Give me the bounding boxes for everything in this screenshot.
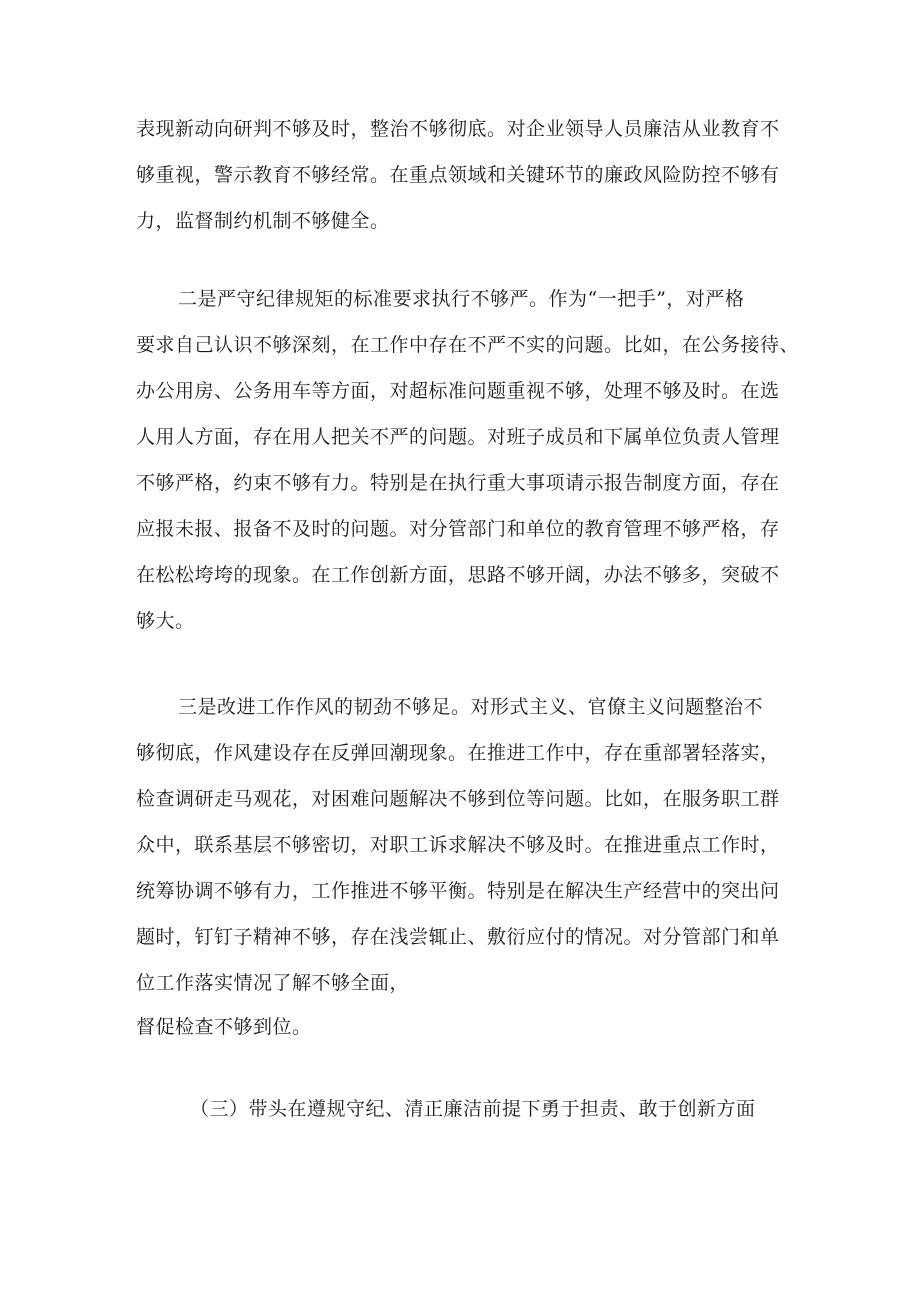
paragraph-1: [136, 106, 792, 244]
text-line: 人用人方面，存在用人把关不严的问题。对班子成员和下属单位负责人管理: [136, 426, 780, 448]
text-line: 够重视，警示教育不够经常。在重点领域和关键环节的廉政风险防控不够有: [136, 164, 780, 186]
text-line: 统筹协调不够有力，工作推进不够平衡。特别是在解决生产经营中的突出问: [136, 880, 780, 902]
text-line: 要求自己认识不够深刻，在工作中存在不严不实的问题。比如，在公务接待、: [136, 334, 800, 356]
text-line: 够大。: [136, 610, 195, 632]
text-line: 二是严守纪律规矩的标准要求执行不够严。作为“一把手”，对严格: [178, 288, 745, 310]
paragraph-4: [136, 1004, 792, 1050]
text-line: 三是改进工作作风的韧劲不够足。对形式主义、官僚主义问题整治不: [178, 696, 764, 718]
text-line: 应报未报、报备不及时的问题。对分管部门和单位的教育管理不够严格，存: [136, 518, 780, 540]
text-line: 不够严格，约束不够有力。特别是在执行重大事项请示报告制度方面，存在: [136, 472, 780, 494]
text-line: 题时，钉钉子精神不够，存在浅尝辄止、敷衍应付的情况。对分管部门和单: [136, 926, 780, 948]
text-line: 位工作落实情况了解不够全面，: [136, 972, 410, 994]
section-heading: [136, 1086, 792, 1132]
text-line: 表现新动向研判不够及时，整治不够彻底。对企业领导人员廉洁从业教育不: [136, 118, 780, 140]
text-line: 力，监督制约机制不够健全。: [136, 210, 390, 232]
text-line: 在松松垮垮的现象。在工作创新方面，思路不够开阔，办法不够多，突破不: [136, 564, 780, 586]
paragraph-2: [136, 276, 800, 644]
heading-text: （三）带头在遵规守纪、清正廉洁前提下勇于担责、敢于创新方面: [190, 1098, 756, 1120]
text-line: 办公用房、公务用车等方面，对超标准问题重视不够，处理不够及时。在选: [136, 380, 780, 402]
text-line: 众中，联系基层不够密切，对职工诉求解决不够及时。在推进重点工作时，: [136, 834, 780, 856]
paragraph-3: [136, 684, 792, 1006]
text-line: 够彻底，作风建设存在反弹回潮现象。在推进工作中，存在重部署轻落实，: [136, 742, 780, 764]
text-line: 督促检查不够到位。: [136, 1016, 312, 1038]
text-line: 检查调研走马观花，对困难问题解决不够到位等问题。比如，在服务职工群: [136, 788, 780, 810]
